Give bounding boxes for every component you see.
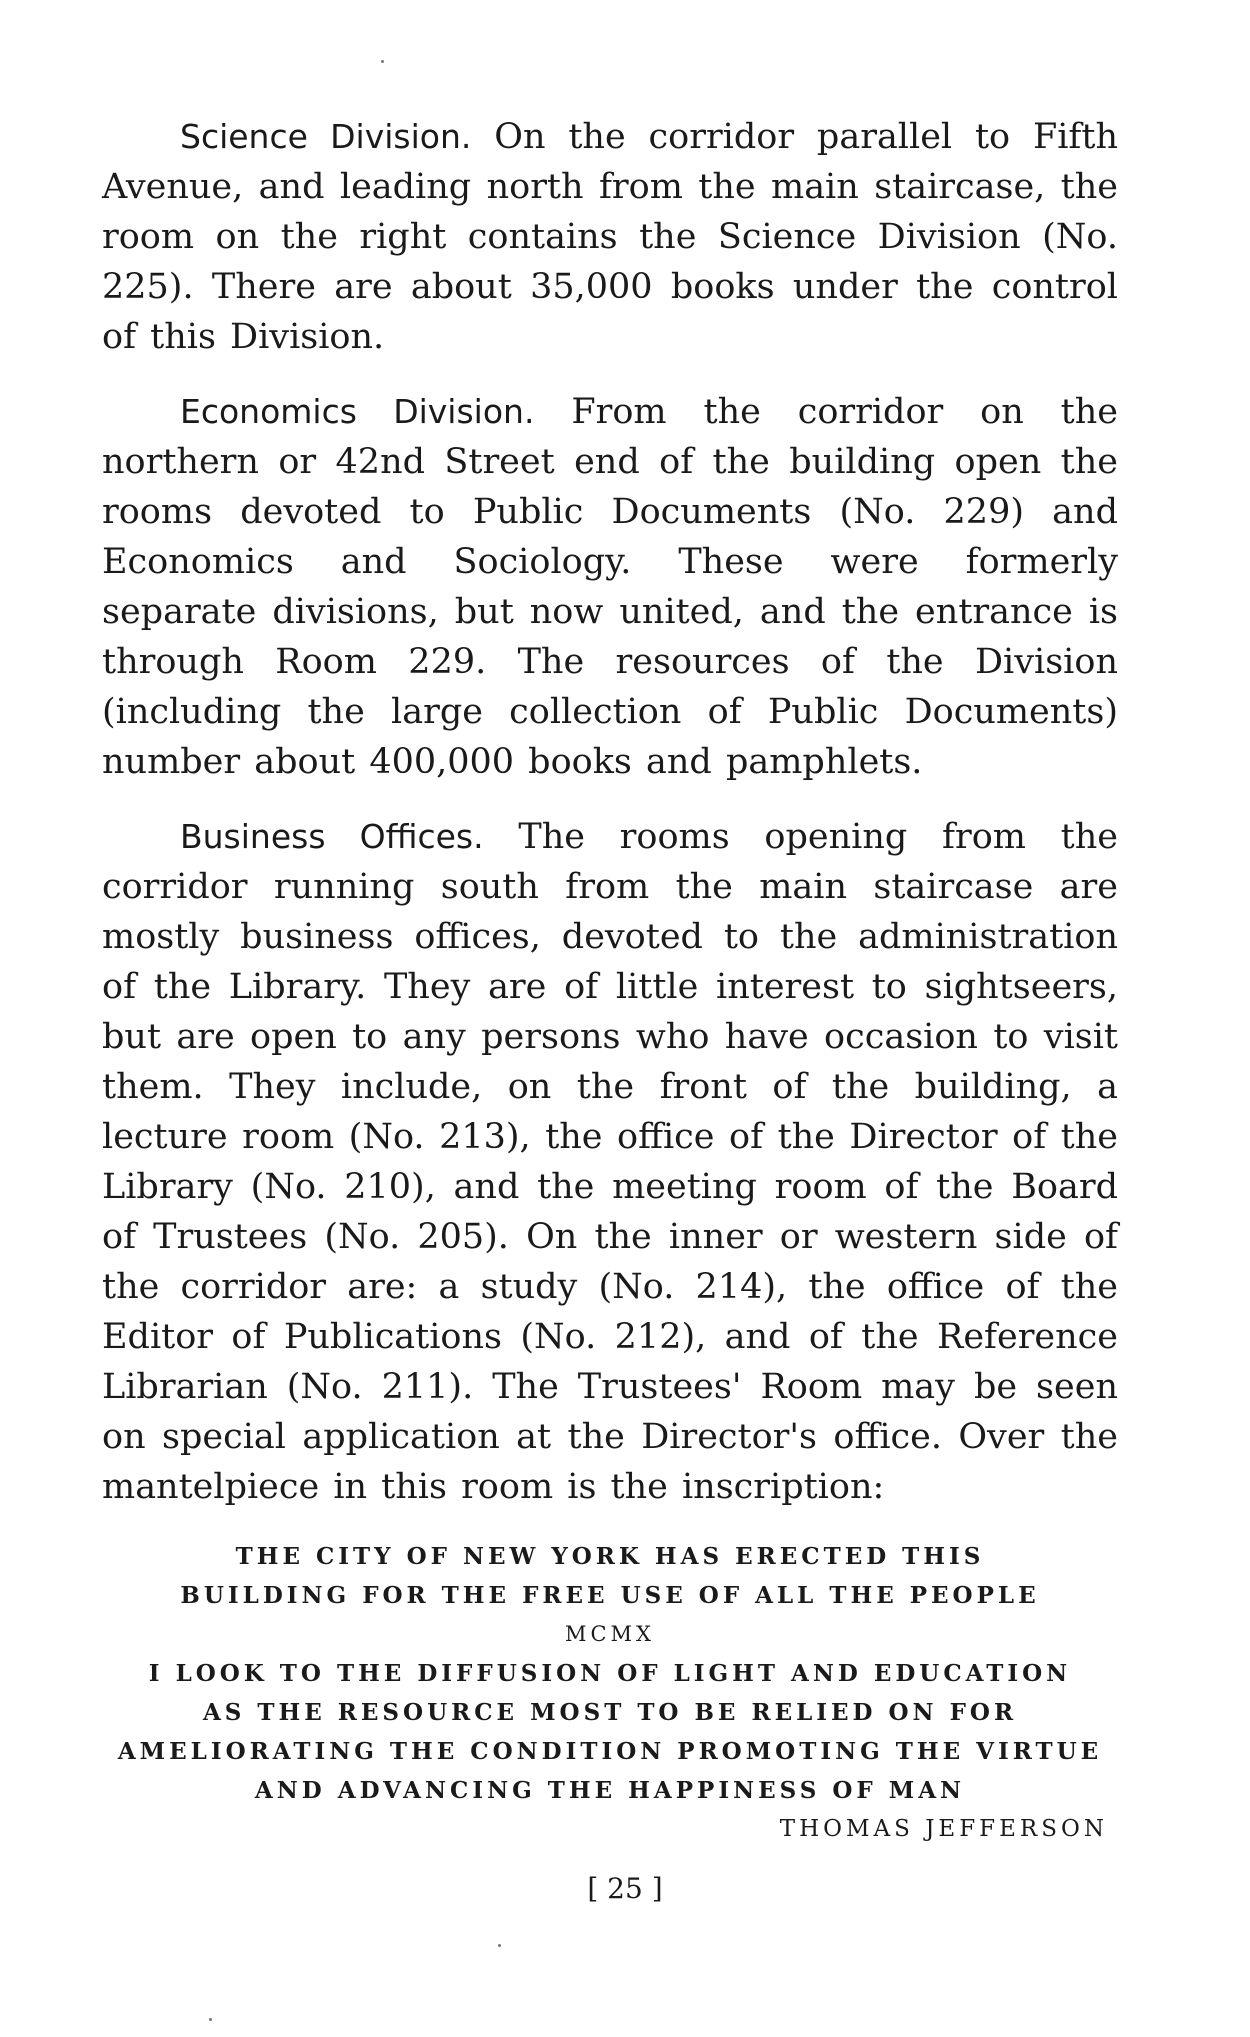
inscription-line: BUILDING FOR THE FREE USE OF ALL THE PEOPLE (180, 1582, 1040, 1609)
inscription-line: AND ADVANCING THE HAPPINESS OF MAN (254, 1777, 966, 1804)
inscription-line: AMELIORATING THE CONDITION PROMOTING THE VIRTUE (117, 1738, 1103, 1765)
inscription-line: AS THE RESOURCE MOST TO BE RELIED ON FOR (202, 1699, 1018, 1726)
page-number: [ 25 ] (587, 1872, 663, 1905)
paragraph-heading: Business Offices. (180, 817, 484, 856)
business-offices-paragraph (102, 812, 1118, 1512)
page-body (102, 112, 1118, 1849)
paragraph-heading: Science Division. (180, 117, 472, 156)
scan-speck (381, 60, 384, 63)
paragraph-heading: Economics Division. (180, 392, 535, 431)
scan-speck (209, 2018, 212, 2021)
inscription-attribution: THOMAS JEFFERSON (779, 1816, 1108, 1842)
inscription-line: I LOOK TO THE DIFFUSION OF LIGHT AND EDUCATION (148, 1660, 1072, 1687)
mantelpiece-inscription (102, 1537, 1118, 1849)
inscription-line: THE CITY OF NEW YORK HAS ERECTED THIS (235, 1543, 985, 1570)
scan-speck (498, 1944, 501, 1947)
economics-division-paragraph (102, 387, 1118, 787)
inscription-line: MCMX (564, 1622, 656, 1646)
paragraph-text: On the corridor parallel to Fifth Avenue, and leading north from the main staircase, the room on the right contains the Science Division (No. 225). There are about 35,000 books under the control of this Division. (102, 117, 1118, 357)
paragraph-text: From the corridor on the northern or 42nd Street end of the building open the rooms devoted to Public Documents (No. 229) and Economics and Sociology. These were formerly separate divisions, but now united, and the entrance is through Room 229. The resources of the Division (including the large collection of Public Documents) number about 400,000 books and pamphlets. (102, 392, 1118, 782)
paragraph-text: The rooms opening from the corridor running south from the main staircase are mostly business offices, devoted to the administration of the Library. They are of little interest to sightseers, but are open to any persons who have occasion to visit them. They include, on the front of the building, a lecture room (No. 213), the office of the Director of the Library (No. 210), and the meeting room of the Board of Trustees (No. 205). On the inner or western side of the corridor are: a study (No. 214), the office of the Editor of Publications (No. 212), and of the Reference Librarian (No. 211). The Trustees' Room may be seen on special application at the Director's office. Over the mantelpiece in this room is the inscription: (102, 817, 1118, 1507)
science-division-paragraph (102, 112, 1118, 362)
